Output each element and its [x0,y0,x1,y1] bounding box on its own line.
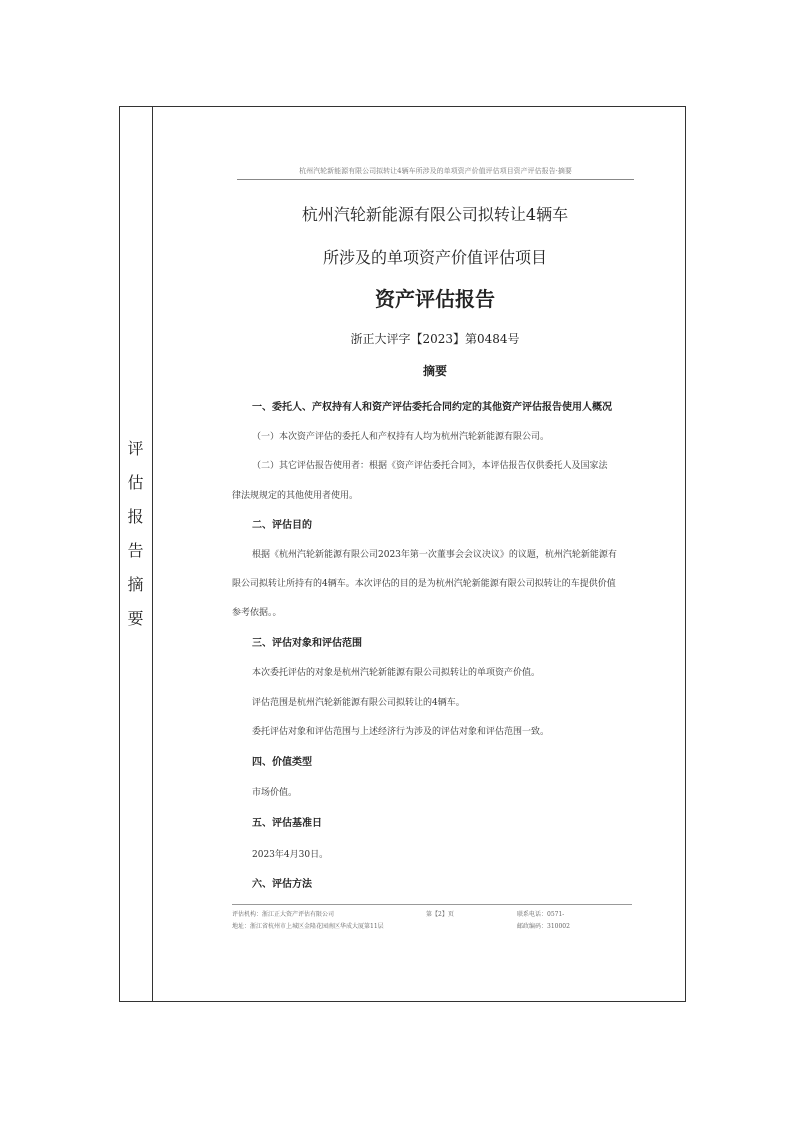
section-1-heading: 一、委托人、产权持有人和资产评估委托合同约定的其他资产评估报告使用人概况 [252,402,612,413]
side-label-char: 评 [127,439,144,458]
section-1-paragraph-2b: 律法规规定的其他使用者使用。 [232,491,359,501]
section-6-heading: 六、评估方法 [252,879,312,890]
section-3-paragraph-1: 本次委托评估的对象是杭州汽轮新能源有限公司拟转让的单项资产价值。 [252,668,541,678]
section-3-paragraph-3: 委托评估对象和评估范围与上述经济行为涉及的评估对象和评估范围一致。 [252,727,550,737]
section-4-heading: 四、价值类型 [252,757,312,768]
document-number: 浙正大评字【2023】第0484号 [350,332,520,346]
section-2-heading: 二、评估目的 [252,520,312,531]
side-label-char: 要 [127,609,144,628]
section-5-heading: 五、评估基准日 [252,818,322,829]
section-2-paragraph-1b: 限公司拟转让所持有的4辆车。本次评估的目的是为杭州汽轮新能源有限公司拟转让的车提供价值 [232,579,616,589]
footer-org: 评估机构：浙江正大资产评估有限公司 [232,911,335,918]
section-1-paragraph-2a: （二）其它评估报告使用者：根据《资产评估委托合同》，本评估报告仅供委托人及国家法 [252,461,608,471]
section-3-paragraph-2: 评估范围是杭州汽轮新能源有限公司拟转让的4辆车。 [252,698,465,708]
section-4-paragraph-1: 市场价值。 [252,788,298,798]
section-5-paragraph-1: 2023年4月30日。 [252,850,329,860]
frame-divider [152,106,153,1002]
section-3-heading: 三、评估对象和评估范围 [252,638,362,649]
section-2-paragraph-1a: 根据《杭州汽轮新能源有限公司2023年第一次董事会会议决议》的议题，杭州汽轮新能源有 [252,550,617,560]
side-label [119,432,152,636]
side-label-char: 估 [127,473,144,492]
report-title-line-1: 杭州汽轮新能源有限公司拟转让4辆车 [301,205,569,224]
side-label-char: 报 [127,507,144,526]
footer-address: 地址：浙江省杭州市上城区金隆花园南区华成大厦第11层 [232,923,384,930]
footer-rule [232,904,632,905]
running-header: 杭州汽轮新能源有限公司拟转让4辆车所涉及的单项资产价值评估项目资产评估报告·摘要 [237,166,634,180]
footer-postcode: 邮政编码：310002 [517,923,570,930]
section-1-paragraph-1: （一）本次资产评估的委托人和产权持有人均为杭州汽轮新能源有限公司。 [252,432,550,442]
footer-phone: 联系电话：0571- [517,911,565,918]
side-label-char: 摘 [127,575,144,594]
side-label-char: 告 [127,541,144,560]
footer-page-number: 第【2】页 [426,911,454,918]
report-title-line-2: 所涉及的单项资产价值评估项目 [322,248,547,267]
report-title-main: 资产评估报告 [375,287,495,311]
abstract-heading: 摘要 [422,364,447,378]
section-2-paragraph-1c: 参考依据。。 [232,608,282,618]
